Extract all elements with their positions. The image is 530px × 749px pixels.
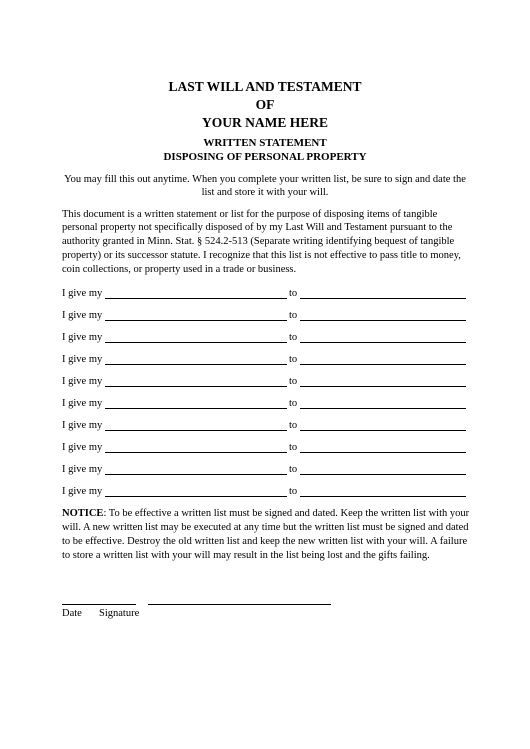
recipient-blank-line[interactable]	[300, 386, 466, 387]
bequest-row	[62, 287, 472, 301]
to-label: to	[289, 376, 298, 387]
bequest-row	[62, 419, 472, 433]
bequest-row	[62, 441, 472, 455]
to-label: to	[289, 398, 298, 409]
date-line[interactable]	[62, 604, 136, 605]
give-label: I give my	[62, 354, 103, 365]
item-blank-line[interactable]	[105, 298, 287, 299]
recipient-blank-line[interactable]	[300, 496, 466, 497]
item-blank-line[interactable]	[105, 452, 287, 453]
bequest-row	[62, 375, 472, 389]
item-blank-line[interactable]	[105, 408, 287, 409]
recipient-blank-line[interactable]	[300, 430, 466, 431]
statement-line-4: property) or its successor statute. I recognize that this list is not effective to pass title to money,	[62, 250, 461, 261]
statement-line-5: coin collections, or property used in a trade or business.	[62, 264, 297, 275]
intro-line-2: list and store it with your will.	[201, 187, 329, 198]
recipient-blank-line[interactable]	[300, 320, 466, 321]
statement-line-1: This document is a written statement or list for the purpose of disposing items of tangible	[62, 209, 438, 220]
intro-line-1: You may fill this out anytime. When you complete your written list, be sure to sign and date the	[64, 174, 466, 185]
give-label: I give my	[62, 398, 103, 409]
give-label: I give my	[62, 288, 103, 299]
give-label: I give my	[62, 376, 103, 387]
to-label: to	[289, 354, 298, 365]
recipient-blank-line[interactable]	[300, 298, 466, 299]
to-label: to	[289, 288, 298, 299]
recipient-blank-line[interactable]	[300, 342, 466, 343]
to-label: to	[289, 310, 298, 321]
bequest-row	[62, 463, 472, 477]
bequest-row	[62, 309, 472, 323]
to-label: to	[289, 464, 298, 475]
to-label: to	[289, 486, 298, 497]
recipient-blank-line[interactable]	[300, 408, 466, 409]
statement-line-2: personal property not specifically disposed of by my Last Will and Testament pursuant to the	[62, 222, 453, 233]
give-label: I give my	[62, 310, 103, 321]
to-label: to	[289, 420, 298, 431]
item-blank-line[interactable]	[105, 364, 287, 365]
section-subtitle: WRITTEN STATEMENT	[203, 137, 327, 149]
notice-line-3: to be effective. Destroy the old written list and keep the new written list with your will. A failure	[62, 536, 468, 547]
item-blank-line[interactable]	[105, 496, 287, 497]
recipient-blank-line[interactable]	[300, 364, 466, 365]
document-title-of: OF	[255, 97, 275, 112]
give-label: I give my	[62, 442, 103, 453]
notice-label: NOTICE	[62, 508, 104, 519]
notice-text: : To be effective a written list must be signed and dated. Keep the written list with your	[103, 508, 470, 519]
give-label: I give my	[62, 420, 103, 431]
item-blank-line[interactable]	[105, 386, 287, 387]
item-blank-line[interactable]	[105, 474, 287, 475]
to-label: to	[289, 332, 298, 343]
give-label: I give my	[62, 486, 103, 497]
statement-line-3: authority granted in Minn. Stat. § 524.2-513 (Separate writing identifying bequest of tangible	[62, 236, 455, 247]
give-label: I give my	[62, 464, 103, 475]
date-label: Date	[62, 608, 82, 619]
document-title: LAST WILL AND TESTAMENT	[168, 79, 362, 94]
section-subtitle-2: DISPOSING OF PERSONAL PROPERTY	[163, 151, 367, 163]
to-label: to	[289, 442, 298, 453]
signature-line[interactable]	[148, 604, 331, 605]
item-blank-line[interactable]	[105, 342, 287, 343]
notice-line-2: will. A new written list may be executed at any time but the written list must be signed and dated	[62, 522, 469, 533]
bequest-row	[62, 397, 472, 411]
recipient-blank-line[interactable]	[300, 452, 466, 453]
notice-line-1	[62, 507, 474, 521]
recipient-blank-line[interactable]	[300, 474, 466, 475]
item-blank-line[interactable]	[105, 430, 287, 431]
signature-label: Signature	[99, 608, 140, 619]
give-label: I give my	[62, 332, 103, 343]
notice-line-4: to store a written list with your will may result in the list being lost and the gifts failing.	[62, 550, 430, 561]
bequest-row	[62, 331, 472, 345]
item-blank-line[interactable]	[105, 320, 287, 321]
bequest-row	[62, 485, 472, 499]
bequest-row	[62, 353, 472, 367]
testator-name: YOUR NAME HERE	[201, 115, 328, 130]
